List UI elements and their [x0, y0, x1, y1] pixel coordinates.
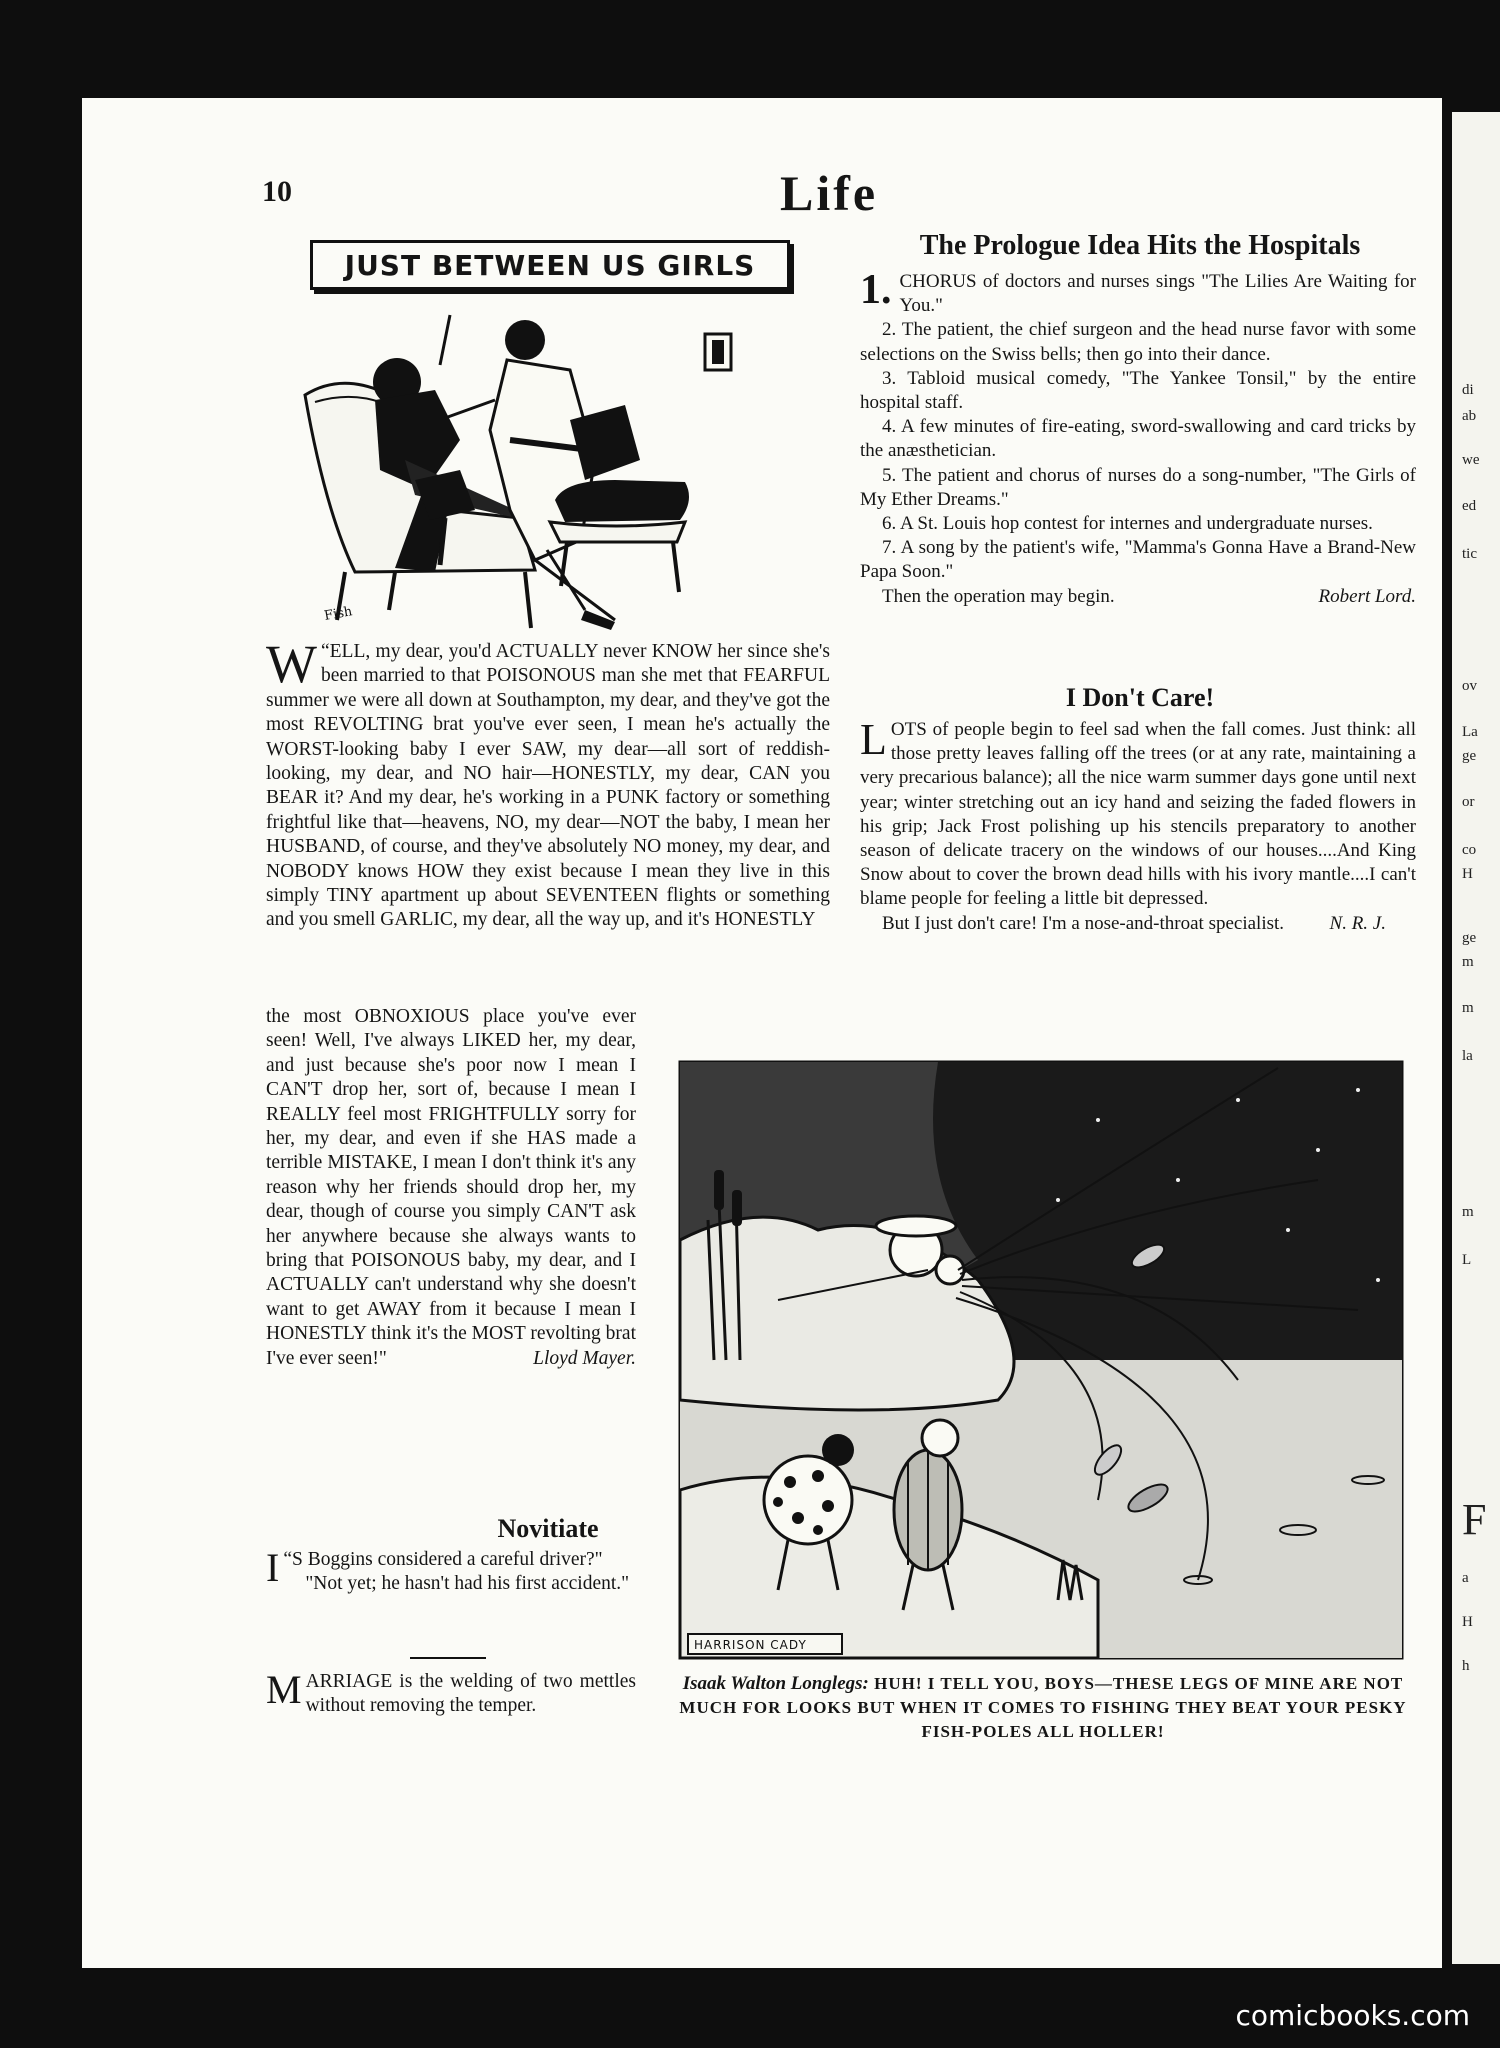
fragment: La [1462, 724, 1478, 740]
illustration-two-women [285, 310, 805, 630]
fragment: we [1462, 452, 1480, 468]
section-heading-box [310, 240, 790, 290]
fragment: L [1462, 1252, 1472, 1268]
dropcap: M [266, 1667, 302, 1712]
dropcap: L [860, 715, 887, 764]
fragment: tic [1462, 546, 1477, 562]
novitiate-answer: "Not yet; he hasn't had his first accident." [305, 1573, 630, 1595]
prologue-item: 7. A song by the patient's wife, "Mamma's Gonna Have a Brand-New Papa Soon." [860, 537, 1416, 583]
caption-speaker: Isaak Walton Longlegs: [682, 1673, 869, 1694]
cartoon-caption [676, 1672, 1410, 1744]
novitiate-joke: “ I S Boggins considered a careful driver?" "Not yet; he hasn't had his first accident." [266, 1548, 636, 1597]
fragment: or [1462, 794, 1475, 810]
dont-care-heading: I Don't Care! [1065, 683, 1215, 712]
author-byline: Robert Lord. [1318, 585, 1416, 607]
fragment: ed [1462, 498, 1477, 514]
big-numeral: 1. [860, 267, 892, 313]
fragment: la [1462, 1048, 1473, 1064]
fragment: co [1462, 842, 1477, 858]
monologue-text-part1: “ W ELL, my dear, you'd ACTUALLY never KNOW her since she's been married to that POISONOUS man she met that FEARFUL summer we were all down at Southampton, my dear, and they've got the most REVOLTING brat you've ever seen, I mean he's actually the WORST-looking baby I ever SAW, my dear—all sort of reddish-looking, my dear, and NO hair—HONESTLY, my dear, CAN you BEAR it? And my dear, he's working in a PUNK factory or something frightful like that—heavens, NO, my dear—NOT the baby, I mean her HUSBAND, of course, and they've absolutely NO money, my dear, and NOBODY knows HOW they exist because I mean they live in this simply TINY apartment up about SEVENTEEN flights or something and you smell GARLIC, my dear, all the way up, and it's HONESTLY [266, 634, 830, 931]
monologue-part1: ELL, my dear, you'd ACTUALLY never KNOW her since she's been married to that POISONOUS man she met that FEARFUL summer we were all down at Southampton, my dear, and they've got the most REVOLTING brat you've ever seen, I mean he's actually the WORST-looking baby I ever SAW, my dear—all sort of reddish-looking, my dear, and NO hair—HONESTLY, my dear, CAN you BEAR it? And my dear, he's working in a PUNK factory or something frightful like that—heavens, NO, my dear—NOT the baby, I mean her HUSBAND, of course, and they've absolutely NO money, my dear, and NOBODY knows HOW they exist because I mean they live in this simply TINY apartment up about SEVENTEEN flights or something and you smell GARLIC, my dear, all the way up, and it's HONESTLY [266, 641, 830, 931]
fishing-cartoon [678, 1060, 1404, 1660]
monologue-part2: the most OBNOXIOUS place you've ever seen! Well, I've always LIKED her, my dear, and just because she's poor now I mean I CAN'T drop her, sort of, because I mean I REALLY feel most FRIGHTFULLY sorry for her, my dear, and even if she HAS made a terrible MISTAKE, I mean I don't think it's any reason why her friends should drop her, my dear, though of course you simply CAN'T ask her anywhere because she always wants to bring that POISONOUS baby, my dear, and I ACTUALLY can't understand why she doesn't want to get AWAY from it because I mean I HONESTLY think it's the MOST revolting brat I've ever seen!" [266, 1006, 636, 1369]
dont-care-text [860, 715, 1416, 936]
divider [410, 1657, 486, 1659]
fragment: H [1462, 1614, 1473, 1630]
prologue-item: 2. The patient, the chief surgeon and the head nurse favor with some selections on the Swiss bells; then go into their dance. [860, 319, 1416, 365]
fragment: m [1462, 1000, 1474, 1016]
fragment: h [1462, 1658, 1470, 1674]
fragment: m [1462, 1204, 1474, 1220]
fragment: ge [1462, 748, 1477, 764]
site-watermark: comicbooks.com [1235, 1999, 1470, 2032]
monologue-text-part2 [266, 1005, 636, 1371]
fragment: F [1462, 1495, 1487, 1544]
dropcap: W [266, 634, 317, 694]
prologue-item: 3. Tabloid musical comedy, "The Yankee Tonsil," by the entire hospital staff. [860, 367, 1416, 414]
fragment: ab [1462, 408, 1477, 424]
prologue-heading: The Prologue Idea Hits the Hospitals [919, 230, 1361, 261]
prologue-item: 5. The patient and chorus of nurses do a song-number, "The Girls of My Ether Dreams." [860, 464, 1416, 510]
caption-text: HUH! I TELL YOU, BOYS—THESE LEGS OF MINE ARE NOT MUCH FOR LOOKS BUT WHEN IT COMES TO FISHING THEY BEAT YOUR PESKY FISH-POLES ALL HOLLER! [679, 1674, 1407, 1741]
marriage-joke [266, 1667, 636, 1719]
fragment: a [1462, 1570, 1469, 1586]
page-number: 10 [262, 175, 292, 208]
fragment: m [1462, 954, 1474, 970]
author-byline: Lloyd Mayer. [533, 1347, 636, 1369]
illustration-signature: Fish [323, 604, 354, 624]
prologue-item: 6. A St. Louis hop contest for internes and undergraduate nurses. [882, 513, 1373, 535]
dont-care-closing: But I just don't care! I'm a nose-and-throat specialist. [882, 912, 1285, 934]
marriage-text: ARRIAGE is the welding of two mettles without removing the temper. [305, 1671, 636, 1717]
section-heading: JUST BETWEEN US GIRLS [344, 248, 756, 282]
fragment: ge [1462, 930, 1477, 946]
prologue-closing: Then the operation may begin. [882, 585, 1115, 607]
masthead: Life [780, 165, 879, 221]
prologue-list [860, 267, 1416, 609]
novitiate-question: S Boggins considered a careful driver?" [291, 1549, 603, 1570]
artist-signature: HARRISON CADY [694, 1638, 807, 1652]
novitiate-heading: Novitiate [497, 1514, 599, 1543]
fragment: ov [1462, 678, 1477, 694]
prologue-item: CHORUS of doctors and nurses sings "The Lilies Are Waiting for You." [899, 271, 1416, 317]
dont-care-body: OTS of people begin to feel sad when the fall comes. Just think: all those pretty leaves falling off the trees (or at any rate, maintaining a very precarious balance); all the nice warm summer days gone until next year; winter stretching out an icy hand and seizing the faded flowers in his grip; Jack Frost polishing up his stencils preparatory to another season of delicate tracery on the windows of our houses....And King Snow about to cover the brown dead hills with his ivory mantle....I can't blame people for feeling a little bit depressed. [860, 719, 1416, 910]
dropcap: I [266, 1545, 280, 1590]
author-byline: N. R. J. [1329, 912, 1386, 934]
fragment: H [1462, 866, 1473, 882]
next-page-edge [1452, 112, 1500, 1964]
prologue-item: 4. A few minutes of fire-eating, sword-swallowing and card tricks by the anæsthetician. [860, 416, 1416, 462]
fragment: di [1462, 382, 1474, 398]
